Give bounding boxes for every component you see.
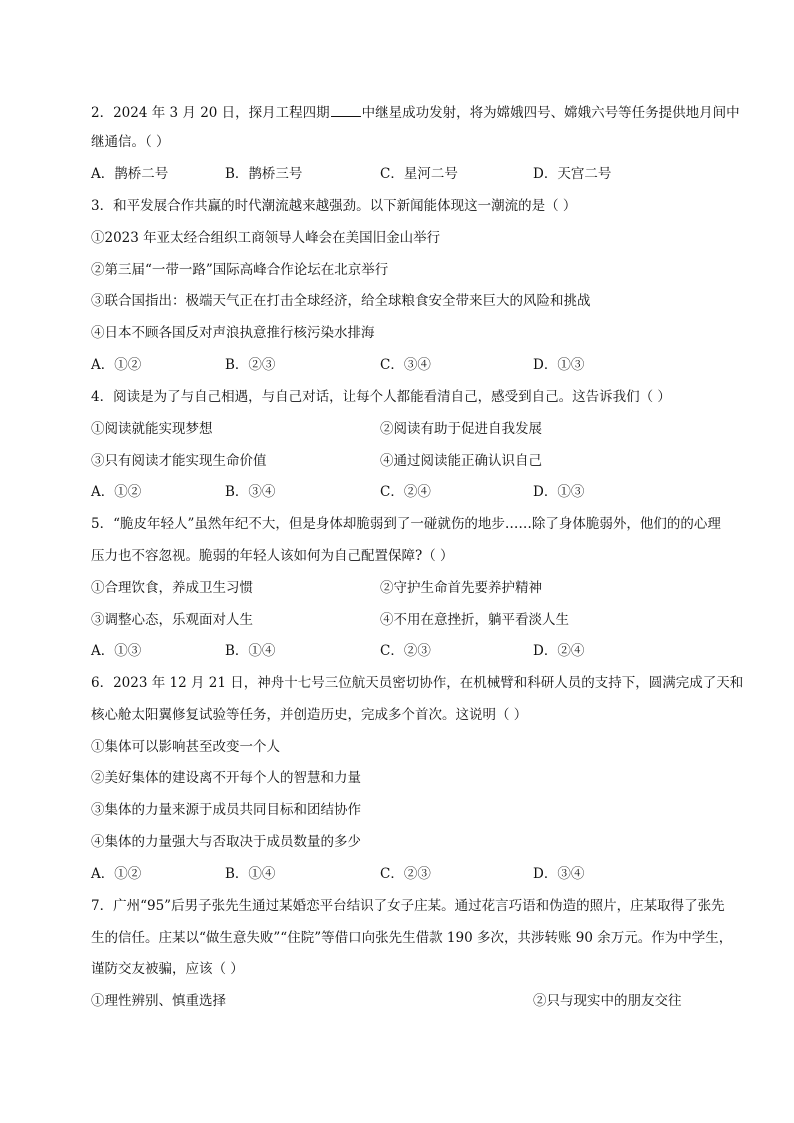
question-5-item-1: ①合理饮食，养成卫生习惯 [91,580,253,596]
question-2-option-d: D．天宫二号 [533,166,612,182]
question-5-option-a: A．①③ [91,643,142,659]
question-3-item-4: ④日本不顾各国反对声浪执意推行核污染水排海 [91,325,375,341]
question-6-stem-line2: 核心舱太阳翼修复试验等任务，并创造历史，完成多个首次。这说明（ ） [91,707,528,723]
question-3-stem: 3．和平发展合作共赢的时代潮流越来越强劲。以下新闻能体现这一潮流的是（ ） [91,198,577,214]
question-2-stem-line2: 继通信。（ ） [91,134,170,150]
question-4-item-3: ③只有阅读才能实现生命价值 [91,453,267,469]
answer-blank [331,102,361,117]
question-2-stem-part1: 2．2024 年 3 月 20 日，探月工程四期 [91,105,330,121]
question-4-option-c: C．②④ [380,484,431,500]
question-3-option-d: D．①③ [533,357,585,373]
question-5-item-4: ④不用在意挫折，躺平看淡人生 [380,612,569,628]
question-4-stem: 4．阅读是为了与自己相遇，与自己对话，让每个人都能看清自己，感受到自己。这告诉我们（ ） [91,389,671,405]
question-5-item-3: ③调整心态，乐观面对人生 [91,612,253,628]
question-5-option-c: C．②③ [380,643,431,659]
question-7-stem: 7．广州“95”后男子张先生通过某婚恋平台结识了女子庄某。通过花言巧语和伪造的照片，庄某取得了张先 [91,898,725,914]
question-2-option-c: C．星河二号 [380,166,458,182]
question-6-item-1: ①集体可以影响甚至改变一个人 [91,739,280,755]
question-2-option-a: A．鹊桥二号 [91,166,169,182]
question-6-stem: 6．2023 年 12 月 21 日，神舟十七号三位航天员密切协作，在机械臂和科研人员的支持下，圆满完成了天和 [91,675,744,691]
question-6-option-b: B．①④ [225,866,276,882]
question-6-option-d: D．③④ [533,866,585,882]
question-4-item-1: ①阅读就能实现梦想 [91,421,213,437]
question-6-option-c: C．②③ [380,866,431,882]
question-7-item-2: ②只与现实中的朋友交往 [533,993,682,1009]
question-3-item-1: ①2023 年亚太经合组织工商领导人峰会在美国旧金山举行 [91,230,441,246]
question-7-stem-line3: 谨防交友被骗，应该（ ） [91,961,244,977]
question-4-option-d: D．①③ [533,484,585,500]
question-3-option-c: C．③④ [380,357,431,373]
question-5-option-b: B．①④ [225,643,276,659]
question-4-option-b: B．③④ [225,484,276,500]
question-2-stem [91,102,740,122]
question-6-item-4: ④集体的力量强大与否取决于成员数量的多少 [91,834,361,850]
question-6-item-3: ③集体的力量来源于成员共同目标和团结协作 [91,802,361,818]
question-7-item-1: ①理性辨别、慎重选择 [91,993,226,1009]
question-3-item-3: ③联合国指出：极端天气正在打击全球经济，给全球粮食安全带来巨大的风险和挑战 [91,293,591,309]
question-3-item-2: ②第三届“一带一路”国际高峰合作论坛在北京举行 [91,262,389,278]
question-4-item-4: ④通过阅读能正确认识自己 [380,453,542,469]
question-5-stem-line2: 压力也不容忽视。脆弱的年轻人该如何为自己配置保障?（ ） [91,548,454,564]
question-6-item-2: ②美好集体的建设离不开每个人的智慧和力量 [91,770,361,786]
question-4-option-a: A．①② [91,484,142,500]
question-4-item-2: ②阅读有助于促进自我发展 [380,421,542,437]
question-2-stem-part2: 中继星成功发射，将为嫦娥四号、嫦娥六号等任务提供地月间中 [361,105,740,121]
question-2-option-b: B．鹊桥三号 [225,166,303,182]
question-3-option-a: A．①② [91,357,142,373]
question-6-option-a: A．①② [91,866,142,882]
question-3-option-b: B．②③ [225,357,276,373]
question-5-item-2: ②守护生命首先要养护精神 [380,580,542,596]
question-7-stem-line2: 生的信任。庄某以“做生意失败”“住院”等借口向张先生借款 190 多次，共涉转账 90 余万元。作为中学生， [91,930,733,946]
question-5-stem: 5．“脆皮年轻人”虽然年纪不大，但是身体却脆弱到了一碰就伤的地步……除了身体脆弱外，他们的的心理 [91,516,721,532]
question-5-option-d: D．②④ [533,643,585,659]
